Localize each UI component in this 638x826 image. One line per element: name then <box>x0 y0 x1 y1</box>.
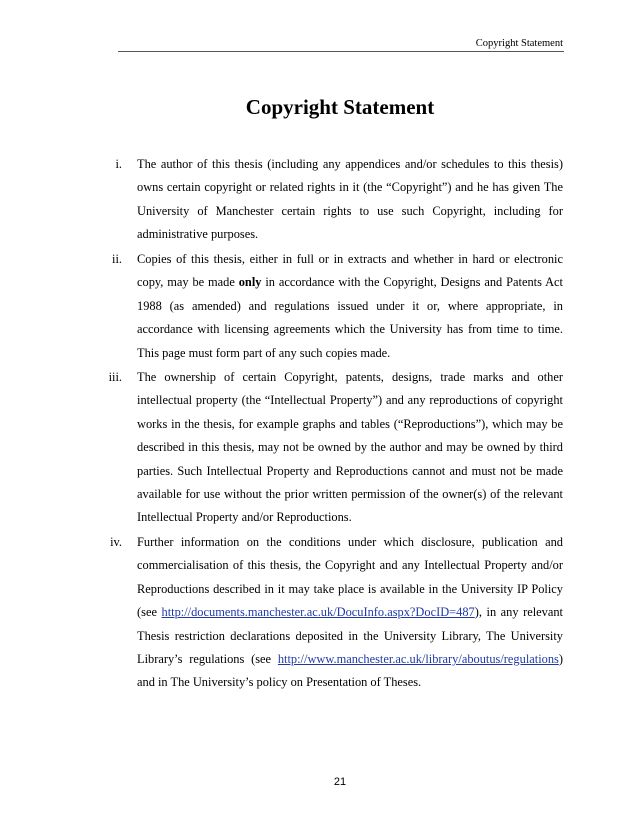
header-divider <box>118 51 564 52</box>
library-regulations-link[interactable]: http://www.manchester.ac.uk/library/aboutus/regulations <box>277 652 559 667</box>
clause-text-segment: Copies of this thesis, either in full or in extracts and whether in hard or electronic copy, may be made <box>137 252 563 290</box>
clause-text-segment: ) and in The University’s policy on Presentation of Theses. <box>137 652 563 690</box>
clause-text-segment: Further information on the conditions under which disclosure, publication and commercialisation of this thesis, the Copyright and any Intellectual Property and/or Reproductions described in it may take place is available in the University IP Policy (see <box>137 535 563 620</box>
ip-policy-link[interactable]: http://documents.manchester.ac.uk/DocuInfo.aspx?DocID=487 <box>161 605 475 620</box>
clause-text: The ownership of certain Copyright, patents, designs, trade marks and other intellectual property (the “Intellectual Property”) and any reproductions of copyright works in the thesis, for example graphs and tables (“Reproductions”), which may be described in this thesis, may not be owned by the author and may be owned by third parties. Such Intellectual Property and Reproductions cannot and must not be made available for use without the prior written permission of the owner(s) of the relevant Intellectual Property and/or Reproductions. <box>137 370 563 525</box>
page-number: 21 <box>333 776 347 788</box>
clause-text <box>137 248 563 365</box>
clause-text-segment: ), in any relevant Thesis restriction declarations deposited in the University Library, The University Library’s regulations (see <box>137 605 564 667</box>
clause-number: iv. <box>110 535 122 549</box>
clause-number: iii. <box>108 370 122 384</box>
clause-number: ii. <box>112 252 122 266</box>
page-title: Copyright Statement <box>245 95 435 119</box>
clause-number: i. <box>115 157 122 171</box>
clause-text-segment: in accordance with the Copyright, Designs and Patents Act 1988 (as amended) and regulations issued under it or, where appropriate, in accordance with licensing agreements which the University has from time to time. This page must form part of any such copies made. <box>137 275 563 360</box>
running-header: Copyright Statement <box>475 38 563 49</box>
emphasis-only: only <box>238 275 262 290</box>
clause-text: The author of this thesis (including any appendices and/or schedules to this thesis) owns certain copyright or related rights in it (the “Copyright”) and he has given The University of Manchester certain rights to use such Copyright, including for administrative purposes. <box>137 157 563 242</box>
clause-text <box>137 531 563 695</box>
